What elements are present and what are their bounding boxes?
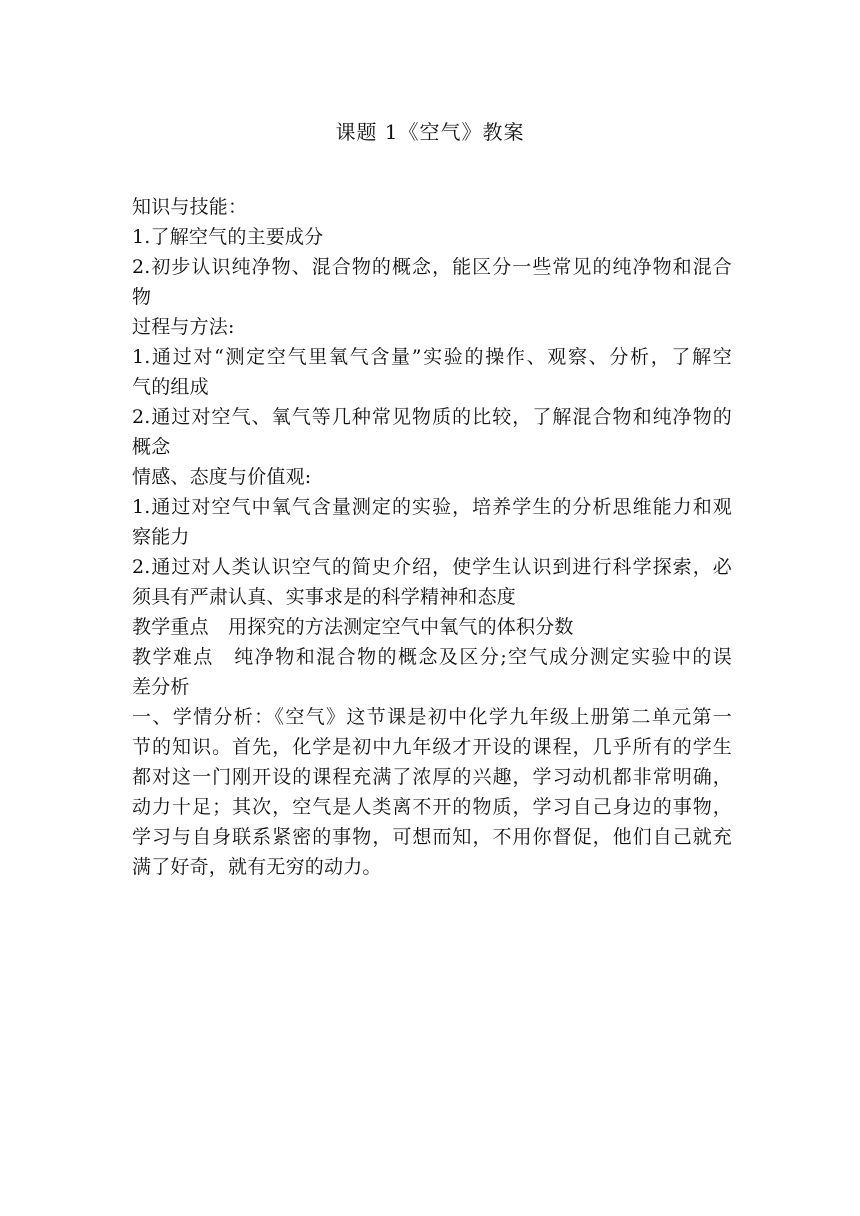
body-line: 1.通过对空气中氧气含量测定的实验，培养学生的分析思维能力和观 xyxy=(132,496,732,518)
document-title: 课题 1《空气》教案 xyxy=(335,120,525,144)
body-line: 1.了解空气的主要成分 xyxy=(132,226,324,248)
body-line: 物 xyxy=(132,286,152,308)
body-line: 2.通过对空气、氧气等几种常见物质的比较，了解混合物和纯净物的 xyxy=(132,406,732,428)
body-line: 气的组成 xyxy=(132,376,209,398)
body-line: 教学难点 纯净物和混合物的概念及区分;空气成分测定实验中的误 xyxy=(132,646,732,668)
body-line: 2.初步认识纯净物、混合物的概念，能区分一些常见的纯净物和混合 xyxy=(132,256,732,278)
body-line: 教学重点 用探究的方法测定空气中氧气的体积分数 xyxy=(132,616,574,638)
body-line: 满了好奇，就有无穷的动力。 xyxy=(132,856,382,878)
body-line: 概念 xyxy=(132,436,171,458)
body-line: 情感、态度与价值观: xyxy=(132,466,312,488)
body-line: 察能力 xyxy=(132,526,190,548)
body-line: 都对这一门刚开设的课程充满了浓厚的兴趣，学习动机都非常明确， xyxy=(132,766,732,788)
body-line: 一、学情分析：《空气》这节课是初中化学九年级上册第二单元第一 xyxy=(132,706,732,728)
body-line: 动力十足；其次，空气是人类离不开的物质，学习自己身边的事物， xyxy=(132,796,732,818)
body-line: 学习与自身联系紧密的事物，可想而知，不用你督促，他们自己就充 xyxy=(132,826,732,848)
body-line: 节的知识。首先，化学是初中九年级才开设的课程，几乎所有的学生 xyxy=(132,736,732,758)
body-line: 2.通过对人类认识空气的简史介绍，使学生认识到进行科学探索，必 xyxy=(132,556,732,578)
body-line: 知识与技能： xyxy=(132,196,248,218)
body-line: 差分析 xyxy=(132,676,190,698)
body-line: 过程与方法: xyxy=(132,316,235,338)
body-line: 须具有严肃认真、实事求是的科学精神和态度 xyxy=(132,586,517,608)
body-line: 1.通过对“测定空气里氧气含量”实验的操作、观察、分析，了解空 xyxy=(132,346,732,368)
document-body xyxy=(132,192,732,882)
